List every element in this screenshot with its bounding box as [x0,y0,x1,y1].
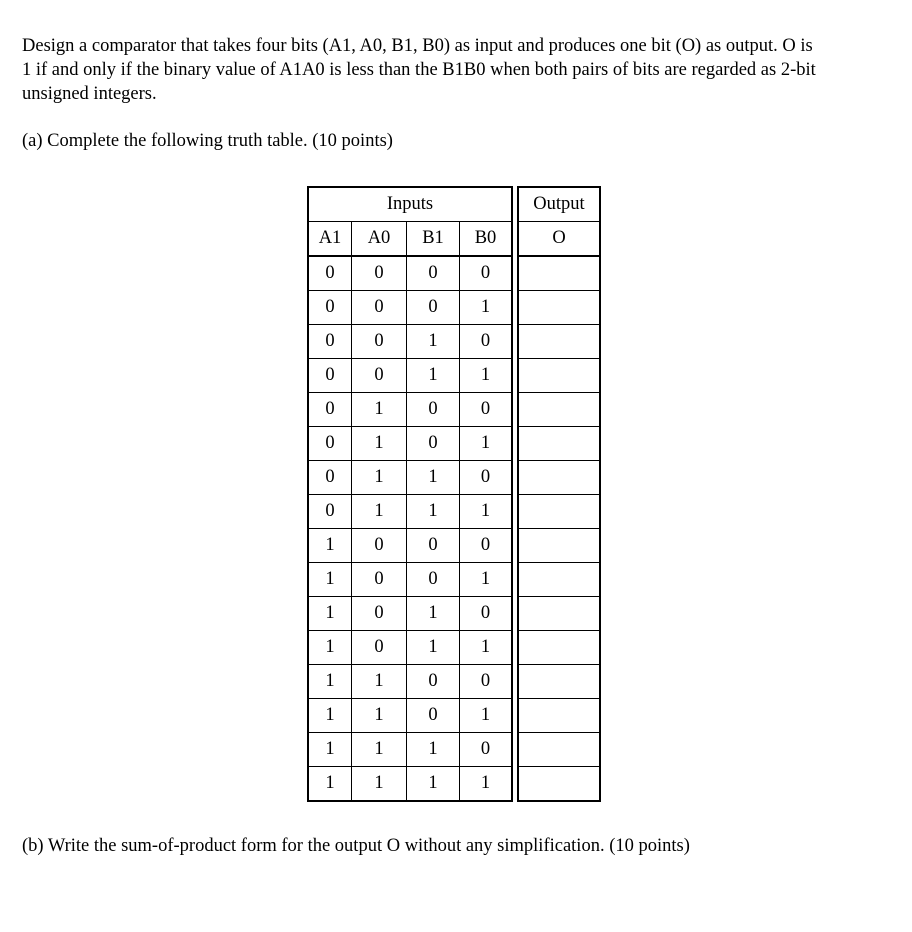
table-row [308,359,600,393]
table-row [308,529,600,563]
cell-a1: 0 [308,256,352,291]
cell-b1: 0 [407,291,460,325]
cell-b1: 0 [407,699,460,733]
cell-a1: 1 [308,529,352,563]
output-header: Output [518,187,600,222]
cell-a1: 0 [308,461,352,495]
cell-b0: 0 [460,461,513,495]
table-row [308,563,600,597]
cell-a1: 1 [308,665,352,699]
column-header-a0: A0 [352,222,407,257]
cell-output-o[interactable] [518,563,600,597]
cell-a0: 1 [352,699,407,733]
cell-output-o[interactable] [518,256,600,291]
cell-output-o[interactable] [518,325,600,359]
cell-output-o[interactable] [518,393,600,427]
table-column-header-row [308,222,600,257]
cell-b1: 1 [407,733,460,767]
cell-b1: 1 [407,597,460,631]
table-row [308,393,600,427]
cell-b1: 1 [407,767,460,802]
cell-a0: 0 [352,256,407,291]
cell-a1: 0 [308,427,352,461]
cell-output-o[interactable] [518,529,600,563]
cell-b1: 0 [407,563,460,597]
cell-a1: 1 [308,597,352,631]
cell-b0: 1 [460,427,513,461]
cell-a1: 0 [308,495,352,529]
table-row [308,597,600,631]
part-b-prompt: (b) Write the sum-of-product form for the output O without any simplification. (10 points) [22,836,690,856]
cell-output-o[interactable] [518,359,600,393]
table-row [308,427,600,461]
cell-b1: 0 [407,256,460,291]
cell-b0: 0 [460,325,513,359]
cell-b1: 1 [407,359,460,393]
cell-b0: 0 [460,733,513,767]
cell-a1: 1 [308,733,352,767]
cell-a0: 0 [352,631,407,665]
cell-b0: 1 [460,495,513,529]
cell-a1: 0 [308,291,352,325]
cell-a0: 1 [352,427,407,461]
cell-a0: 1 [352,393,407,427]
cell-a0: 1 [352,665,407,699]
cell-output-o[interactable] [518,291,600,325]
intro-line-2: 1 if and only if the binary value of A1A0 is less than the B1B0 when both pairs of bits are regarded as 2-bit [22,60,816,80]
cell-output-o[interactable] [518,631,600,665]
column-header-a1: A1 [308,222,352,257]
table-row [308,665,600,699]
part-a-prompt: (a) Complete the following truth table. (10 points) [22,131,393,151]
table-row [308,256,600,291]
cell-a0: 0 [352,597,407,631]
column-header-b1: B1 [407,222,460,257]
cell-b0: 0 [460,665,513,699]
table-row [308,291,600,325]
cell-a1: 1 [308,563,352,597]
cell-a0: 1 [352,767,407,802]
inputs-header: Inputs [308,187,512,222]
cell-a0: 1 [352,495,407,529]
question-intro [22,34,816,106]
cell-b0: 0 [460,393,513,427]
cell-b0: 1 [460,291,513,325]
cell-b1: 0 [407,427,460,461]
table-group-header-row [308,187,600,222]
cell-a1: 1 [308,631,352,665]
cell-b1: 1 [407,325,460,359]
table-row [308,699,600,733]
cell-a0: 0 [352,325,407,359]
cell-output-o[interactable] [518,767,600,802]
cell-b0: 1 [460,563,513,597]
table-row [308,733,600,767]
cell-output-o[interactable] [518,665,600,699]
cell-a1: 0 [308,325,352,359]
cell-a0: 1 [352,461,407,495]
table-row [308,767,600,802]
column-header-b0: B0 [460,222,513,257]
table-row [308,325,600,359]
table-row [308,495,600,529]
cell-b1: 0 [407,529,460,563]
cell-a1: 1 [308,699,352,733]
cell-b1: 0 [407,393,460,427]
cell-a0: 0 [352,563,407,597]
cell-output-o[interactable] [518,699,600,733]
cell-b1: 1 [407,461,460,495]
table-row [308,631,600,665]
cell-b0: 1 [460,631,513,665]
cell-output-o[interactable] [518,733,600,767]
cell-b0: 1 [460,767,513,802]
cell-b0: 1 [460,359,513,393]
cell-output-o[interactable] [518,597,600,631]
cell-b0: 0 [460,529,513,563]
table-row [308,461,600,495]
cell-a0: 0 [352,529,407,563]
cell-a0: 0 [352,359,407,393]
intro-line-3: unsigned integers. [22,84,157,104]
cell-a1: 0 [308,393,352,427]
cell-b1: 0 [407,665,460,699]
cell-output-o[interactable] [518,427,600,461]
cell-b1: 1 [407,631,460,665]
cell-a1: 0 [308,359,352,393]
cell-a0: 0 [352,291,407,325]
cell-b1: 1 [407,495,460,529]
cell-b0: 0 [460,597,513,631]
cell-output-o[interactable] [518,461,600,495]
cell-a0: 1 [352,733,407,767]
cell-b0: 1 [460,699,513,733]
column-header-o: O [518,222,600,257]
cell-output-o[interactable] [518,495,600,529]
cell-b0: 0 [460,256,513,291]
intro-line-1: Design a comparator that takes four bits (A1, A0, B1, B0) as input and produces one bit (O) as output. O is [22,36,813,56]
truth-table [307,186,601,802]
cell-a1: 1 [308,767,352,802]
